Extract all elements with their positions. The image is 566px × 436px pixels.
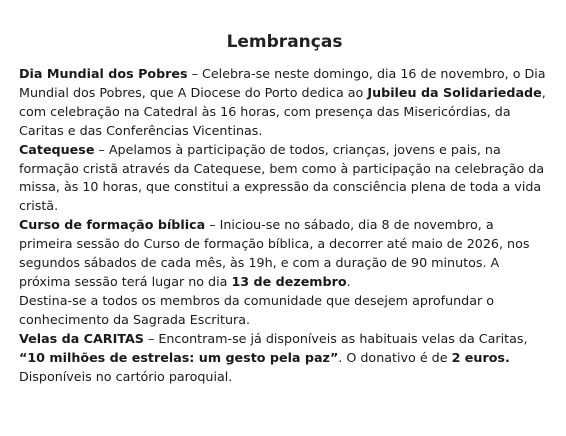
next-session-date: 13 de dezembro xyxy=(231,273,347,289)
announcement-dia-mundial-dos-pobres xyxy=(19,65,550,141)
announcement-text: Disponíveis no cartório paroquial. xyxy=(19,368,233,384)
announcement-curso-biblico xyxy=(19,216,550,292)
announcement-text: . O donativo é de xyxy=(338,349,452,365)
announcement-text: – Encontram-se já disponíveis as habituais velas da Caritas, xyxy=(143,330,528,346)
announcement-catequese xyxy=(19,141,550,217)
announcement-text: , com celebração na Catedral às 16 horas, com presença das Misericórdias, da Caritas e das Conferências Vicentinas. xyxy=(19,84,546,138)
announcement-heading: Catequese xyxy=(19,141,95,157)
donation-amount: 2 euros. xyxy=(451,349,510,365)
announcement-heading: Curso de formação bíblica xyxy=(19,217,206,233)
announcement-text: – Iniciou-se no sábado, dia 8 de novembro, a primeira sessão do Curso de formação bíblica, a decorrer até maio de 2026, nos segundos sábados de cada mês, às 19h, e com a duração de 90 minutos. A próxima sessão terá lugar no dia xyxy=(19,217,530,289)
page-title: Lembranças xyxy=(226,32,343,52)
jubilee-highlight: Jubileu da Solidariedade xyxy=(367,84,542,100)
announcements xyxy=(19,65,550,386)
campaign-slogan: “10 milhões de estrelas: um gesto pela paz” xyxy=(19,349,339,365)
announcement-curso-biblico-audience: Destina-se a todos os membros da comunidade que desejem aprofundar o conhecimento da Sagrada Escritura. xyxy=(19,292,494,327)
announcement-heading: Dia Mundial dos Pobres xyxy=(19,66,188,81)
announcement-heading: Velas da CARITAS xyxy=(19,330,144,346)
announcement-text: – Celebra-se neste domingo, dia 16 de novembro, o Dia Mundial dos Pobres, que A Diocese do Porto dedica ao xyxy=(19,66,546,100)
announcement-velas-caritas xyxy=(19,330,550,387)
announcement-text: – Apelamos à participação de todos, crianças, jovens e pais, na formação cristã através da Catequese, bem como à participação na celebração da missa, às 10 horas, que constitui a expressão da consciência plena de toda a vida cristã. xyxy=(19,141,545,214)
announcement-text: . xyxy=(346,273,351,289)
